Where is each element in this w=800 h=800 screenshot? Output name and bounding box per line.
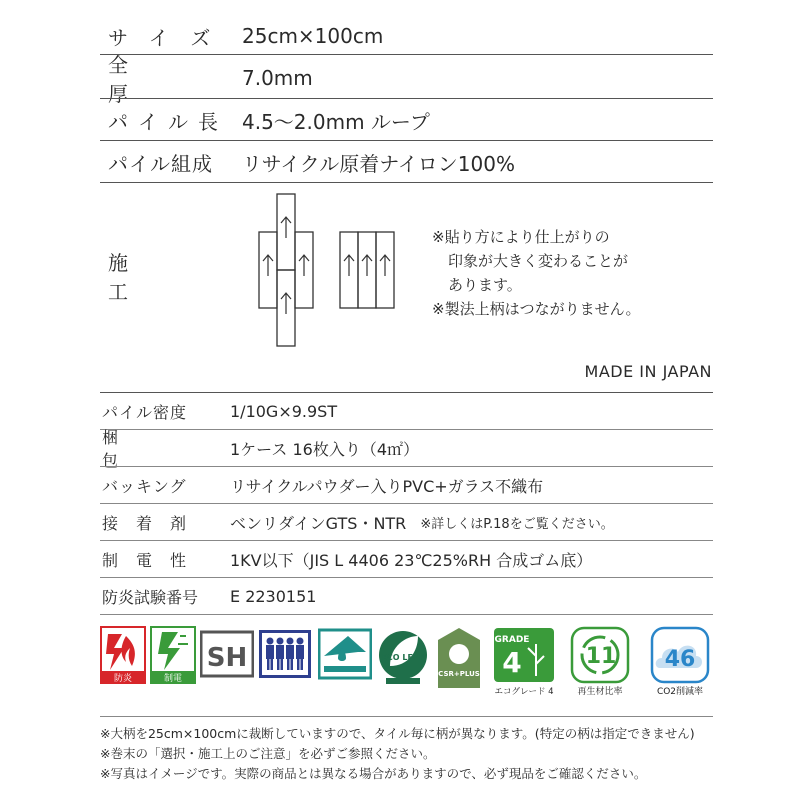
divider (100, 540, 713, 541)
spec-pile-length (100, 102, 713, 138)
footer-note: ※大柄を25cm×100cmに裁断していますので、タイル毎に柄が異なります。(特定の柄は指定できません) (100, 726, 695, 741)
note-line: 印象が大きく変わることが (448, 252, 629, 270)
footer-notes (100, 724, 695, 784)
co2-number: 46 (664, 647, 696, 672)
spec-value: 1ケース 16枚入り（4㎡） (230, 439, 420, 459)
spec-value: 1KV以下（JIS L 4406 23℃25%RH 合成ゴム底） (230, 550, 593, 570)
installation-notes (432, 225, 640, 321)
csr-plus-icon (434, 626, 484, 690)
divider (100, 98, 713, 99)
spec-pile-density (100, 396, 713, 426)
spec-adhesive (100, 507, 713, 537)
divider (100, 140, 713, 141)
recycle-caption: 再生材比率 (577, 687, 623, 696)
spec-packing (100, 428, 713, 470)
grade-caption: エコグレード 4 (494, 687, 554, 696)
note-line: ※製法上柄はつながりません。 (432, 300, 641, 318)
formaldehyde-people-icon (258, 626, 312, 684)
spec-label: パイル長 (108, 109, 228, 134)
spec-label: 防炎試験番号 (102, 587, 199, 607)
antistatic-icon (150, 626, 196, 684)
divider (100, 577, 713, 578)
spec-value: E 2230151 (230, 586, 317, 606)
recycle-ratio-icon (568, 626, 632, 696)
spec-label: パイル密度 (102, 402, 188, 422)
sh-text: SH (206, 643, 248, 673)
divider (100, 466, 713, 467)
water-drop-icon (318, 626, 372, 684)
spec-value: リサイクル原着ナイロン100% (242, 151, 515, 176)
co2-caption: CO2削減率 (656, 687, 704, 696)
eco-grade-icon (492, 626, 556, 696)
csr-text: CSR+PLUS (438, 670, 480, 678)
footer-note: ※巻末の「選択・施工上のご注意」を必ずご参照ください。 (100, 746, 436, 761)
antistatic-caption: 制電 (163, 674, 183, 684)
sh-mark-icon (200, 626, 254, 684)
made-in-label: MADE IN JAPAN (584, 362, 712, 381)
spec-value: 4.5〜2.0mm ループ (242, 109, 430, 134)
spec-label: 制電性 (102, 550, 205, 570)
spec-pile-composition (100, 144, 713, 180)
spec-note: ※詳しくはP.18をご覧ください。 (420, 516, 614, 532)
spec-label: 全厚 (108, 53, 196, 106)
divider (100, 182, 713, 183)
divider (100, 503, 713, 504)
spec-antistatic (100, 544, 713, 574)
spec-label: サイズ (108, 25, 233, 50)
footer-note: ※写真はイメージです。実際の商品とは異なる場合がありますので、必ず現品をご確認ください。 (100, 766, 647, 781)
divider (100, 716, 713, 717)
spec-value: リサイクルパウダー入りPVC+ガラス不織布 (230, 476, 544, 496)
spec-label: 梱包 (102, 428, 177, 470)
grade-number: 4 (502, 646, 522, 679)
note-line: ※貼り方により仕上がりの (432, 228, 610, 246)
note-line: あります。 (448, 276, 522, 294)
eco-leaf-text: ECO LEAF (381, 653, 425, 662)
spec-label: 接着剤 (102, 513, 205, 533)
spec-label: パイル組成 (108, 151, 213, 176)
spec-label: バッキング (102, 476, 187, 496)
spec-value: 25cm×100cm (242, 24, 384, 48)
spec-backing (100, 470, 713, 500)
grade-top-text: GRADE (494, 635, 530, 645)
spec-fire-test-number (100, 581, 713, 611)
spec-thickness (100, 53, 713, 106)
fire-caption: 防炎 (113, 674, 133, 684)
installation-diagram (250, 190, 410, 350)
fire-retardant-icon (100, 626, 146, 684)
eco-leaf-icon (376, 626, 430, 688)
divider (100, 392, 713, 393)
recycle-number: 11 (585, 644, 617, 669)
spec-value: ベンリダインGTS・NTR (230, 513, 407, 533)
co2-reduction-icon (646, 626, 714, 696)
spec-value: 1/10G×9.9ST (230, 401, 338, 421)
divider (100, 614, 713, 615)
certification-icons (100, 626, 716, 710)
spec-label: 施工 (108, 251, 208, 304)
spec-value: 7.0mm (242, 66, 313, 90)
